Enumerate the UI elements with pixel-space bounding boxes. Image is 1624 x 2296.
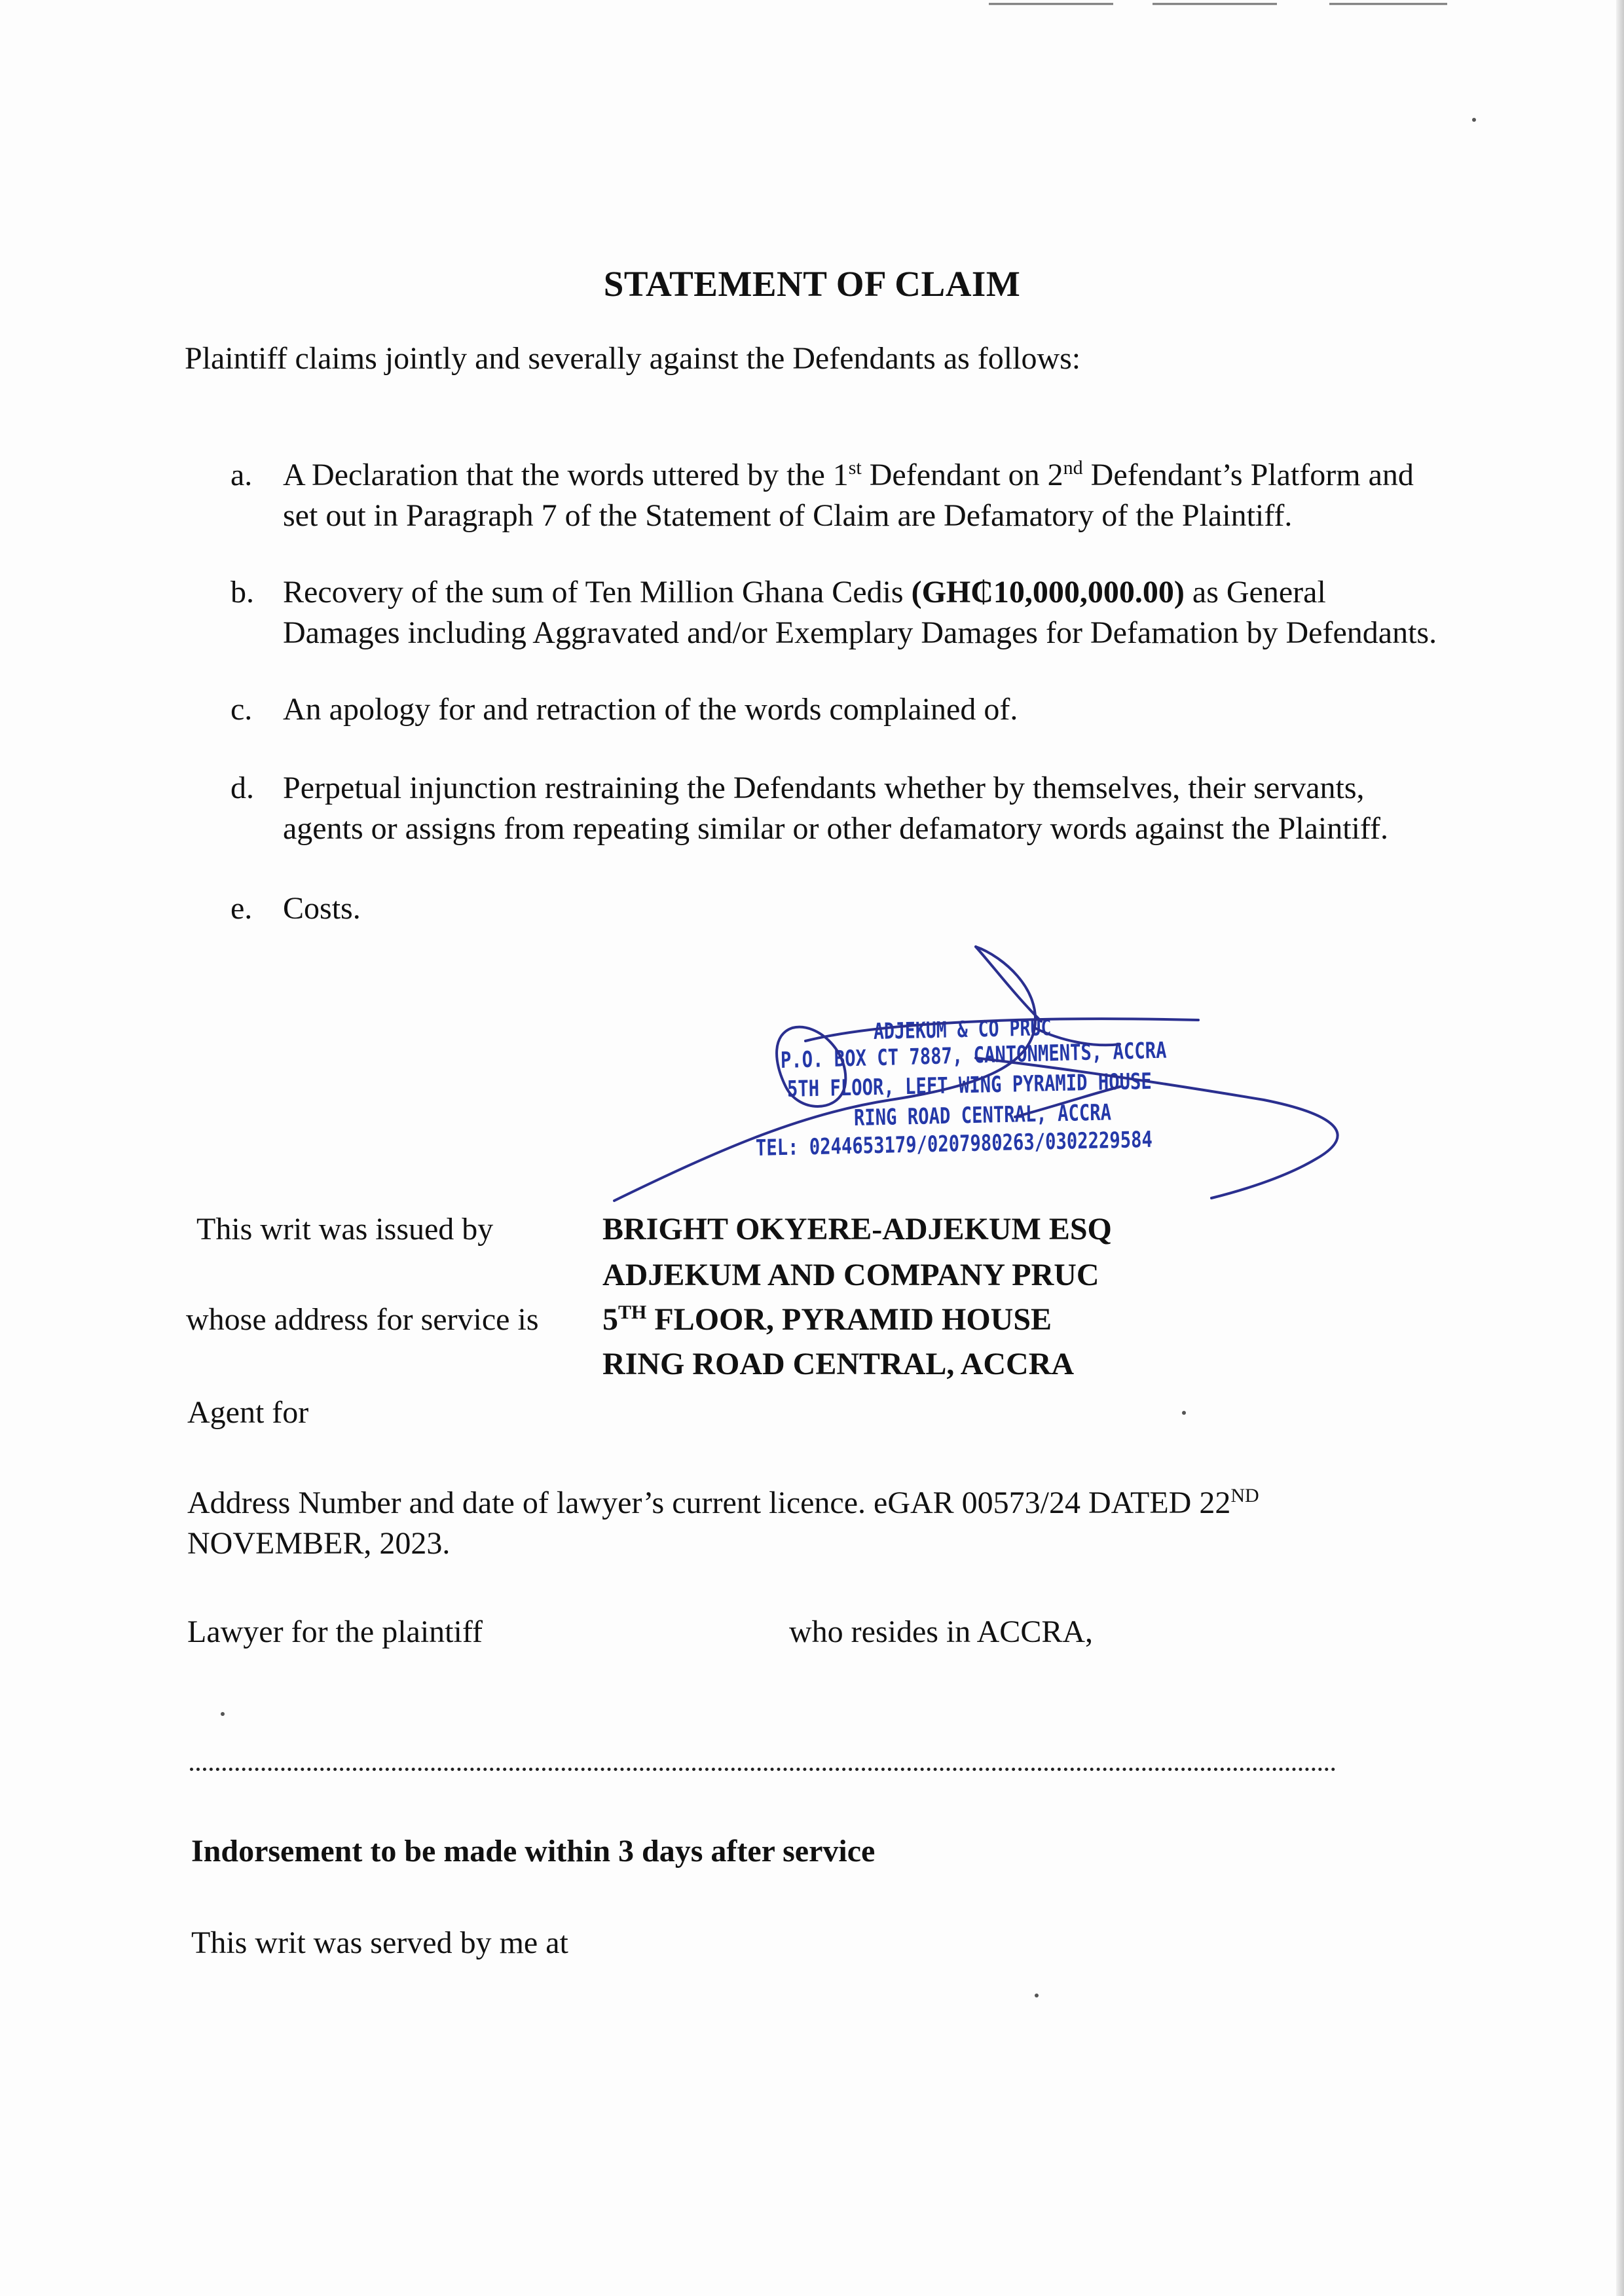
service-address-line-1 [602, 1302, 1052, 1338]
intro-text: Plaintiff claims jointly and severally against the Defendants as follows: [185, 341, 1081, 376]
claim-item [231, 572, 1449, 653]
document-title: STATEMENT OF CLAIM [603, 264, 1021, 304]
claim-text: Recovery of the sum of Ten Million Ghana Cedis [283, 575, 912, 610]
issued-by-label: This writ was issued by [196, 1212, 494, 1247]
floor-text: FLOOR, PYRAMID HOUSE [646, 1302, 1052, 1337]
ordinal-suffix: TH [618, 1302, 647, 1323]
claim-letter: c. [231, 692, 253, 727]
lawyer-name: BRIGHT OKYERE-ADJEKUM ESQ [602, 1212, 1112, 1247]
claim-item [231, 455, 1449, 536]
claim-amount: (GH₵10,000,000.00) [911, 575, 1185, 610]
stamp-road: RING ROAD CENTRAL, ACCRA [853, 1099, 1112, 1131]
service-address-line-2: RING ROAD CENTRAL, ACCRA [602, 1347, 1075, 1381]
scan-artifacts [0, 0, 1624, 26]
claims-list [231, 455, 1449, 929]
page-edge [1616, 0, 1624, 2296]
floor-number: 5 [602, 1302, 618, 1337]
scan-speck [221, 1712, 225, 1716]
stamp-po-box: P.O. BOX CT 7887, CANTONMENTS, ACCRA [780, 1037, 1167, 1074]
stamp-telephone: TEL: 0244653179/0207980263/0302229584 [755, 1126, 1153, 1161]
licence-details [187, 1483, 1431, 1564]
claim-text: An apology for and retraction of the words complained of. [283, 692, 1018, 727]
dotted-separator [190, 1768, 1336, 1771]
claim-letter: e. [231, 891, 253, 926]
indorsement-heading: Indorsement to be made within 3 days after service [191, 1834, 876, 1868]
licence-text: Address Number and date of lawyer’s current licence. eGAR 00573/24 DATED 22 [187, 1485, 1231, 1520]
claim-item [231, 689, 1449, 730]
stamp-floor: 5TH FLOOR, LEFT WING PYRAMID HOUSE [786, 1068, 1152, 1102]
claim-text: Defendant on 2 [861, 458, 1063, 492]
claim-text: Costs. [283, 891, 361, 926]
claim-letter: b. [231, 575, 254, 610]
law-firm-stamp [609, 936, 1408, 1224]
ordinal-suffix: ND [1230, 1485, 1259, 1506]
service-statement: This writ was served by me at [191, 1925, 568, 1960]
firm-name: ADJEKUM AND COMPANY PRUC [602, 1258, 1099, 1292]
claim-letter: a. [231, 458, 253, 492]
claim-letter: d. [231, 771, 254, 805]
lawyer-for-plaintiff-label: Lawyer for the plaintiff [187, 1614, 483, 1649]
claim-text: Perpetual injunction restraining the Defendants whether by themselves, their servants, agents or assigns from repeating similar or other defamatory words against the Plaintiff. [283, 771, 1389, 846]
scan-speck [1472, 118, 1476, 122]
claim-item [231, 888, 1449, 929]
scan-speck [1035, 1994, 1039, 1997]
address-for-service-label: whose address for service is [186, 1302, 539, 1337]
stamp-firm-name: ADJEKUM & CO PRUC [873, 1014, 1052, 1045]
ordinal-suffix: nd [1063, 457, 1083, 479]
handwritten-signature [609, 936, 1408, 1224]
claim-item [231, 768, 1449, 849]
agent-for-label: Agent for [187, 1395, 309, 1430]
ordinal-suffix: st [848, 457, 862, 479]
claim-text: Defendant’s Platform and set out in Paragraph 7 of the Statement of Claim are Defamatory of the Plaintiff. [283, 458, 1414, 533]
claim-text: A Declaration that the words uttered by the 1 [283, 458, 849, 492]
residence-text: who resides in ACCRA, [789, 1614, 1094, 1649]
claim-text: as General Damages including Aggravated and/or Exemplary Damages for Defamation by Defendants. [283, 575, 1437, 650]
licence-date: NOVEMBER, 2023. [187, 1526, 451, 1561]
scan-speck [1182, 1411, 1186, 1415]
